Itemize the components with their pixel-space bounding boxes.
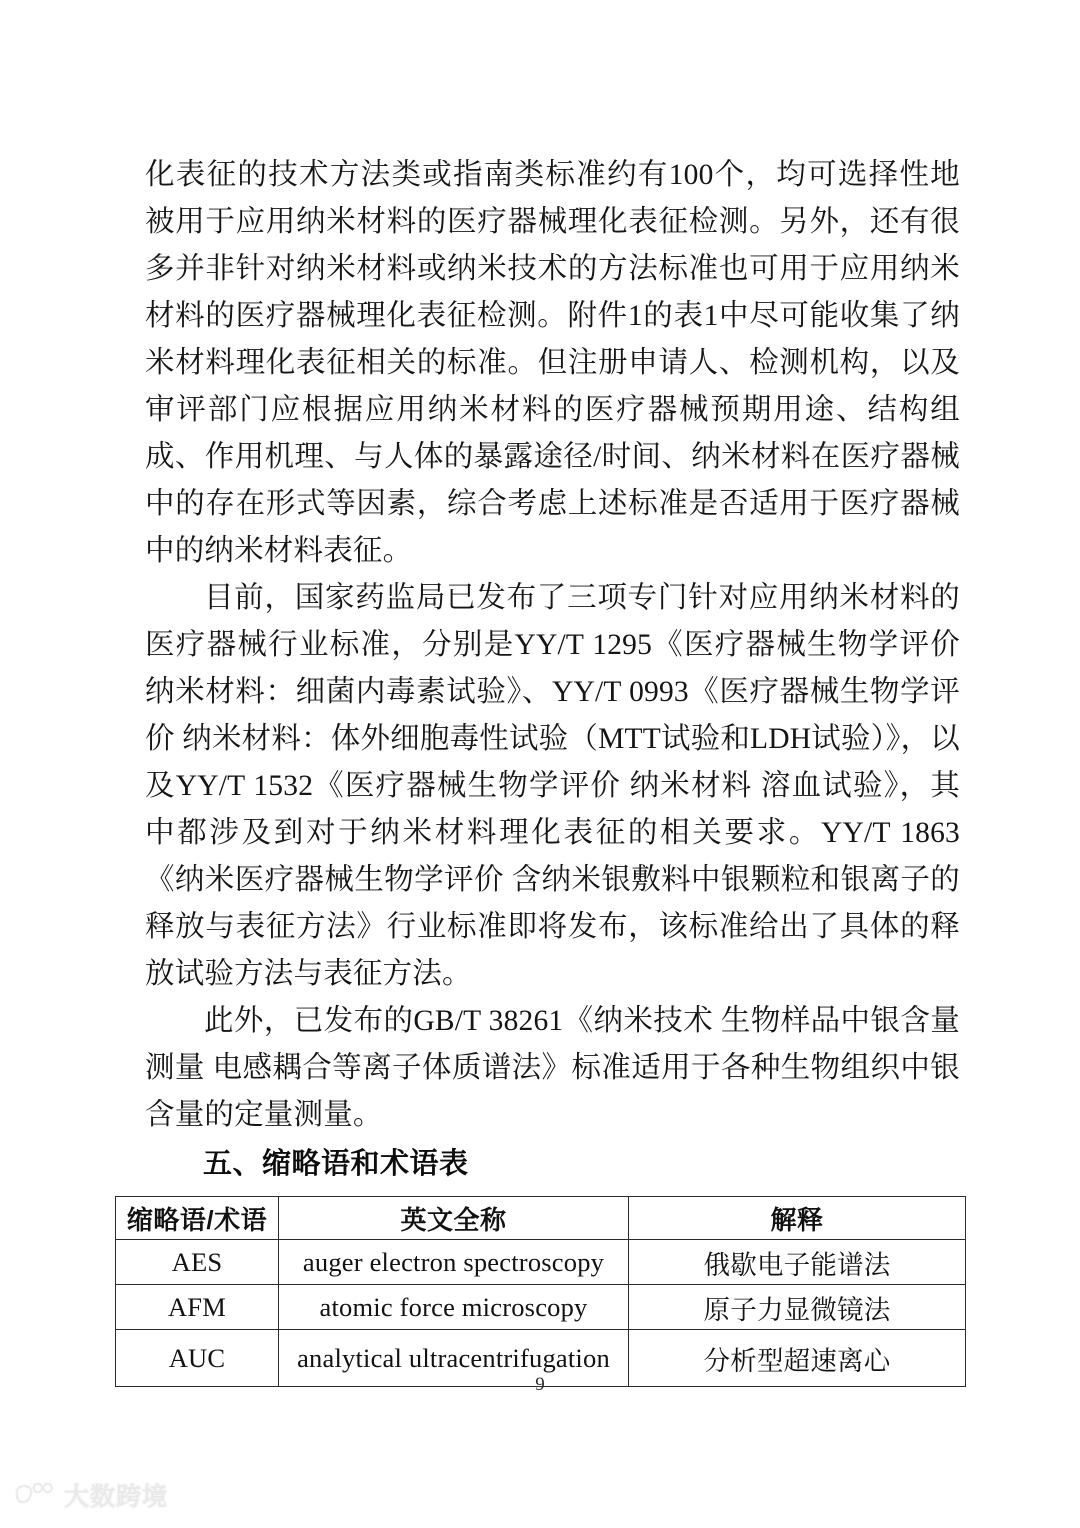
glossary-table-container [115,1196,965,1387]
watermark-text: 大数跨境 [64,1483,169,1511]
section-heading-glossary: 五、缩略语和术语表 [203,1148,469,1180]
glossary-table [115,1196,966,1387]
table-header-row [116,1197,966,1240]
table-row [116,1240,966,1285]
column-header-english: 英文全称 [279,1197,629,1240]
page-body [145,152,960,1186]
cell-abbreviation: AFM [116,1285,279,1330]
cell-explanation: 原子力显微镜法 [629,1285,966,1330]
cell-english: auger electron spectroscopy [279,1240,629,1285]
paragraph-2: 目前，国家药监局已发布了三项专门针对应用纳米材料的医疗器械行业标准，分别是YY/T 1295《医疗器械生物学评价 纳米材料：细菌内毒素试验》、YY/T 0993《医疗器械生物学评价 纳米材料：体外细胞毒性试验（MTT试验和LDH试验）》，以及YY/T 1532《医疗器械生物学评价 纳米材料 溶血试验》，其中都涉及到对于纳米材料理化表征的相关要求。YY/T 1863《纳米医疗器械生物学评价 含纳米银敷料中银颗粒和银离子的释放与表征方法》行业标准即将发布，该标准给出了具体的释放试验方法与表征方法。 [145,582,960,990]
dashu-logo-icon [14,1481,56,1509]
cell-abbreviation: AUC [116,1330,279,1387]
cell-english: atomic force microscopy [279,1285,629,1330]
cell-english: analytical ultracentrifugation [279,1330,629,1387]
column-header-explanation: 解释 [629,1197,966,1240]
table-row [116,1285,966,1330]
page-number: 9 [535,1374,545,1395]
cell-abbreviation: AES [116,1240,279,1285]
column-header-abbreviation: 缩略语/术语 [116,1197,279,1240]
paragraph-3: 此外，已发布的GB/T 38261《纳米技术 生物样品中银含量测量 电感耦合等离子体质谱法》标准适用于各种生物组织中银含量的定量测量。 [145,1005,960,1131]
cell-explanation: 分析型超速离心 [629,1330,966,1387]
watermark [14,1477,168,1513]
paragraph-1: 化表征的技术方法类或指南类标准约有100个，均可选择性地被用于应用纳米材料的医疗器械理化表征检测。另外，还有很多并非针对纳米材料或纳米技术的方法标准也可用于应用纳米材料的医疗器械理化表征检测。附件1的表1中尽可能收集了纳米材料理化表征相关的标准。但注册申请人、检测机构，以及审评部门应根据应用纳米材料的医疗器械预期用途、结构组成、作用机理、与人体的暴露途径/时间、纳米材料在医疗器械中的存在形式等因素，综合考虑上述标准是否适用于医疗器械中的纳米材料表征。 [145,159,960,567]
cell-explanation: 俄歇电子能谱法 [629,1240,966,1285]
